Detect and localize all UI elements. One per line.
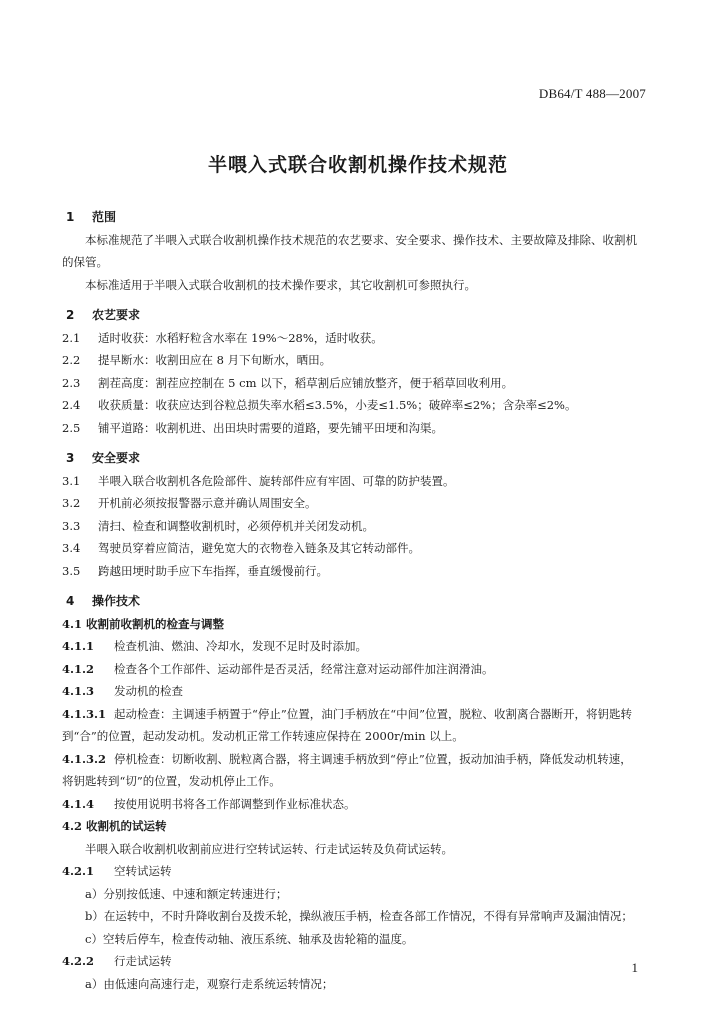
list-item (62, 515, 642, 538)
subsection-heading: 4.1 收割前收割机的检查与调整 (62, 616, 225, 631)
list-item (62, 327, 642, 350)
list-item (62, 349, 642, 372)
item-number: 3.2 (62, 496, 81, 510)
section-number: 4 (66, 594, 75, 608)
sub-item: c）空转后停车，检查传动轴、液压系统、轴承及齿轮箱的温度。 (85, 931, 414, 946)
item-text: 行走试运转 (114, 954, 172, 968)
sub-item: b）在运转中，不时升降收割台及拨禾轮，操纵液压手柄，检查各部工作情况，不得有异常响声及漏油情况； (85, 909, 633, 923)
item-text: 铺平道路：收割机进、出田块时需要的道路，要先铺平田埂和沟渠。 (98, 420, 443, 435)
list-item (62, 680, 642, 703)
item-number: 4.2.2 (62, 954, 95, 968)
item-text: 驾驶员穿着应简洁，避免宽大的衣物卷入链条及其它转动部件。 (98, 541, 420, 555)
section-4-heading (62, 590, 642, 613)
section-number: 3 (66, 451, 75, 465)
item-number: 2.2 (62, 353, 81, 367)
list-item (62, 372, 642, 395)
item-number: 4.1.4 (62, 796, 95, 811)
list-item (62, 560, 642, 583)
item-text: 开机前必须按报警器示意并确认周围安全。 (98, 496, 317, 510)
list-item (62, 394, 642, 417)
list-item (62, 860, 642, 883)
item-number: 4.1.3.1 (62, 706, 107, 721)
document-id: DB64/T 488—2007 (538, 86, 646, 101)
item-text: 发动机的检查 (114, 684, 183, 698)
item-number: 4.1.1 (62, 639, 95, 653)
item-text: 空转试运转 (114, 864, 172, 878)
section-title: 操作技术 (92, 594, 141, 608)
list-item (62, 470, 642, 493)
item-number: 2.1 (62, 330, 81, 345)
item-number: 3.4 (62, 541, 81, 555)
item-text: 清扫、检查和调整收割机时，必须停机并关闭发动机。 (98, 518, 374, 533)
section-1-heading (62, 206, 642, 229)
list-item (62, 703, 642, 748)
page-number: 1 (631, 960, 638, 975)
item-text: 跨越田埂时助手应下车指挥，垂直缓慢前行。 (98, 563, 328, 578)
section-title: 范围 (92, 210, 117, 224)
item-text: 检查机油、燃油、冷却水，发现不足时及时添加。 (114, 639, 367, 653)
paragraph: 半喂入联合收割机收割前应进行空转试运转、行走试运转及负荷试运转。 (85, 841, 453, 856)
list-item (62, 793, 642, 816)
paragraph: 本标准适用于半喂入式联合收割机的技术操作要求，其它收割机可参照执行。 (85, 277, 476, 292)
item-text: 割茬高度：割茬应控制在 5 cm 以下，稻草割后应铺放整齐，便于稻草回收利用。 (98, 375, 514, 390)
list-item (62, 417, 642, 440)
list-item (62, 748, 642, 793)
sub-item: a）由低速向高速行走，观察行走系统运转情况； (85, 976, 334, 991)
section-title: 农艺要求 (92, 308, 141, 322)
item-number: 2.5 (62, 420, 81, 435)
item-text: 提早断水：收割田应在 8 月下旬断水，晒田。 (98, 353, 332, 367)
item-text: 适时收获：水稻籽粒含水率在 19%～28%，适时收获。 (98, 330, 383, 345)
item-number: 3.5 (62, 563, 81, 578)
list-item (62, 492, 642, 515)
item-number: 4.2.1 (62, 864, 95, 878)
document-title: 半喂入式联合收割机操作技术规范 (207, 154, 508, 176)
item-text: 检查各个工作部件、运动部件是否灵活，经常注意对运动部件加注润滑油。 (114, 661, 494, 676)
list-item (62, 950, 642, 973)
sub-item: a）分别按低速、中速和额定转速进行； (85, 886, 288, 901)
item-number: 4.1.2 (62, 661, 95, 676)
section-number: 2 (66, 308, 75, 322)
item-number: 2.3 (62, 375, 81, 390)
list-item (62, 635, 642, 658)
list-item (62, 658, 642, 681)
item-number: 4.1.3 (62, 684, 95, 698)
item-number: 2.4 (62, 398, 81, 412)
list-item (62, 537, 642, 560)
item-text: 按使用说明书将各工作部调整到作业标准状态。 (114, 796, 356, 811)
item-text: 起动检查：主调速手柄置于“停止”位置，油门手柄放在“中间”位置，脱粒、收割离合器断开，将钥匙转到“合”的位置，起动发动机。发动机正常工作转速应保持在 2000r/min 以上。 (62, 706, 633, 743)
item-text: 收获质量：收获应达到谷粒总损失率水稻≤3.5%，小麦≤1.5%；破碎率≤2%；含杂率≤2%。 (98, 398, 577, 412)
section-title: 安全要求 (92, 451, 141, 465)
item-number: 3.3 (62, 518, 81, 533)
item-number: 3.1 (62, 473, 81, 488)
paragraph: 本标准规范了半喂入式联合收割机操作技术规范的农艺要求、安全要求、操作技术、主要故障及排除、收割机的保管。 (62, 232, 637, 269)
section-2-heading (62, 304, 642, 327)
section-number: 1 (66, 210, 75, 224)
subsection-heading: 4.2 收割机的试运转 (62, 819, 167, 833)
document-body (62, 206, 642, 995)
section-3-heading (62, 447, 642, 470)
item-text: 半喂入联合收割机各危险部件、旋转部件应有牢固、可靠的防护装置。 (98, 473, 455, 488)
item-text: 停机检查：切断收割、脱粒离合器，将主调速手柄放到“停止”位置，扳动加油手柄，降低发动机转速，将钥匙转到“切”的位置，发动机停止工作。 (62, 751, 632, 788)
item-number: 4.1.3.2 (62, 751, 107, 766)
